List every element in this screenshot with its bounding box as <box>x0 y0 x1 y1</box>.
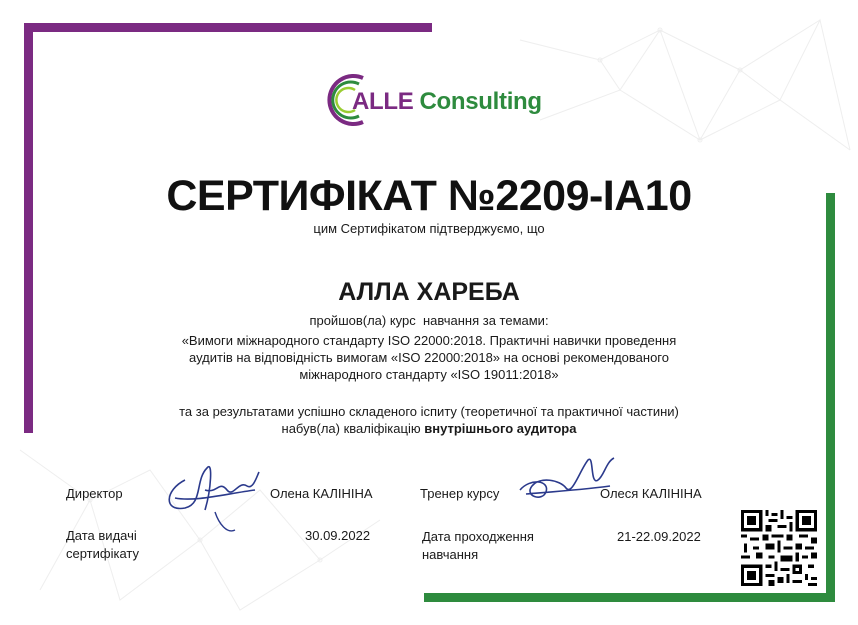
issue-date: 30.09.2022 <box>305 528 371 543</box>
trainer-label: Тренер курсу <box>420 486 500 501</box>
trainer-name: Олеся КАЛІНІНА <box>600 486 702 501</box>
issue-date-label <box>66 527 139 563</box>
certificate-title: СЕРТИФІКАТ №2209-IA10 <box>166 172 692 220</box>
brand-name: ALLE <box>352 88 414 115</box>
brand-suffix: Consulting <box>419 88 542 115</box>
training-date-label-line-1: Дата проходження <box>422 529 534 544</box>
course-topics <box>120 332 738 383</box>
director-name: Олена КАЛІНІНА <box>270 486 373 501</box>
exam-text <box>80 403 778 437</box>
topic-line: «Вимоги міжнародного стандарту ISO 22000:2018. Практичні навички проведення <box>181 333 677 348</box>
exam-line-2 <box>80 420 778 437</box>
frame-purple-top <box>24 23 432 32</box>
qr-code-icon <box>741 510 817 586</box>
topic-line: міжнародного стандарту «ISO 19011:2018» <box>299 367 559 382</box>
director-label: Директор <box>66 486 123 501</box>
issue-date-label-line-1: Дата видачі <box>66 528 137 543</box>
issue-date-label-line-2: сертифікату <box>66 546 139 561</box>
exam-line-2-prefix: набув(ла) кваліфікацію <box>281 421 425 436</box>
confirm-text: цим Сертифікатом підтверджуємо, що <box>313 221 545 236</box>
recipient-name: АЛЛА ХАРЕБА <box>338 278 520 306</box>
training-date-label <box>422 528 534 564</box>
director-signature <box>155 450 265 540</box>
frame-green-right <box>826 193 835 602</box>
topic-line: аудитів на відповідність вимогам «ISO 22000:2018» на основі рекомендованого <box>189 350 669 365</box>
frame-green-bottom <box>424 593 835 602</box>
training-date-label-line-2: навчання <box>422 547 479 562</box>
exam-line-1: та за результатами успішно складеного іспиту (теоретичної та практичної частини) <box>179 404 679 419</box>
training-dates: 21-22.09.2022 <box>617 529 701 544</box>
brand-logo-text <box>352 88 542 116</box>
qualification: внутрішнього аудитора <box>424 421 577 436</box>
completed-text: пройшов(ла) курс навчання за темами: <box>309 313 549 328</box>
